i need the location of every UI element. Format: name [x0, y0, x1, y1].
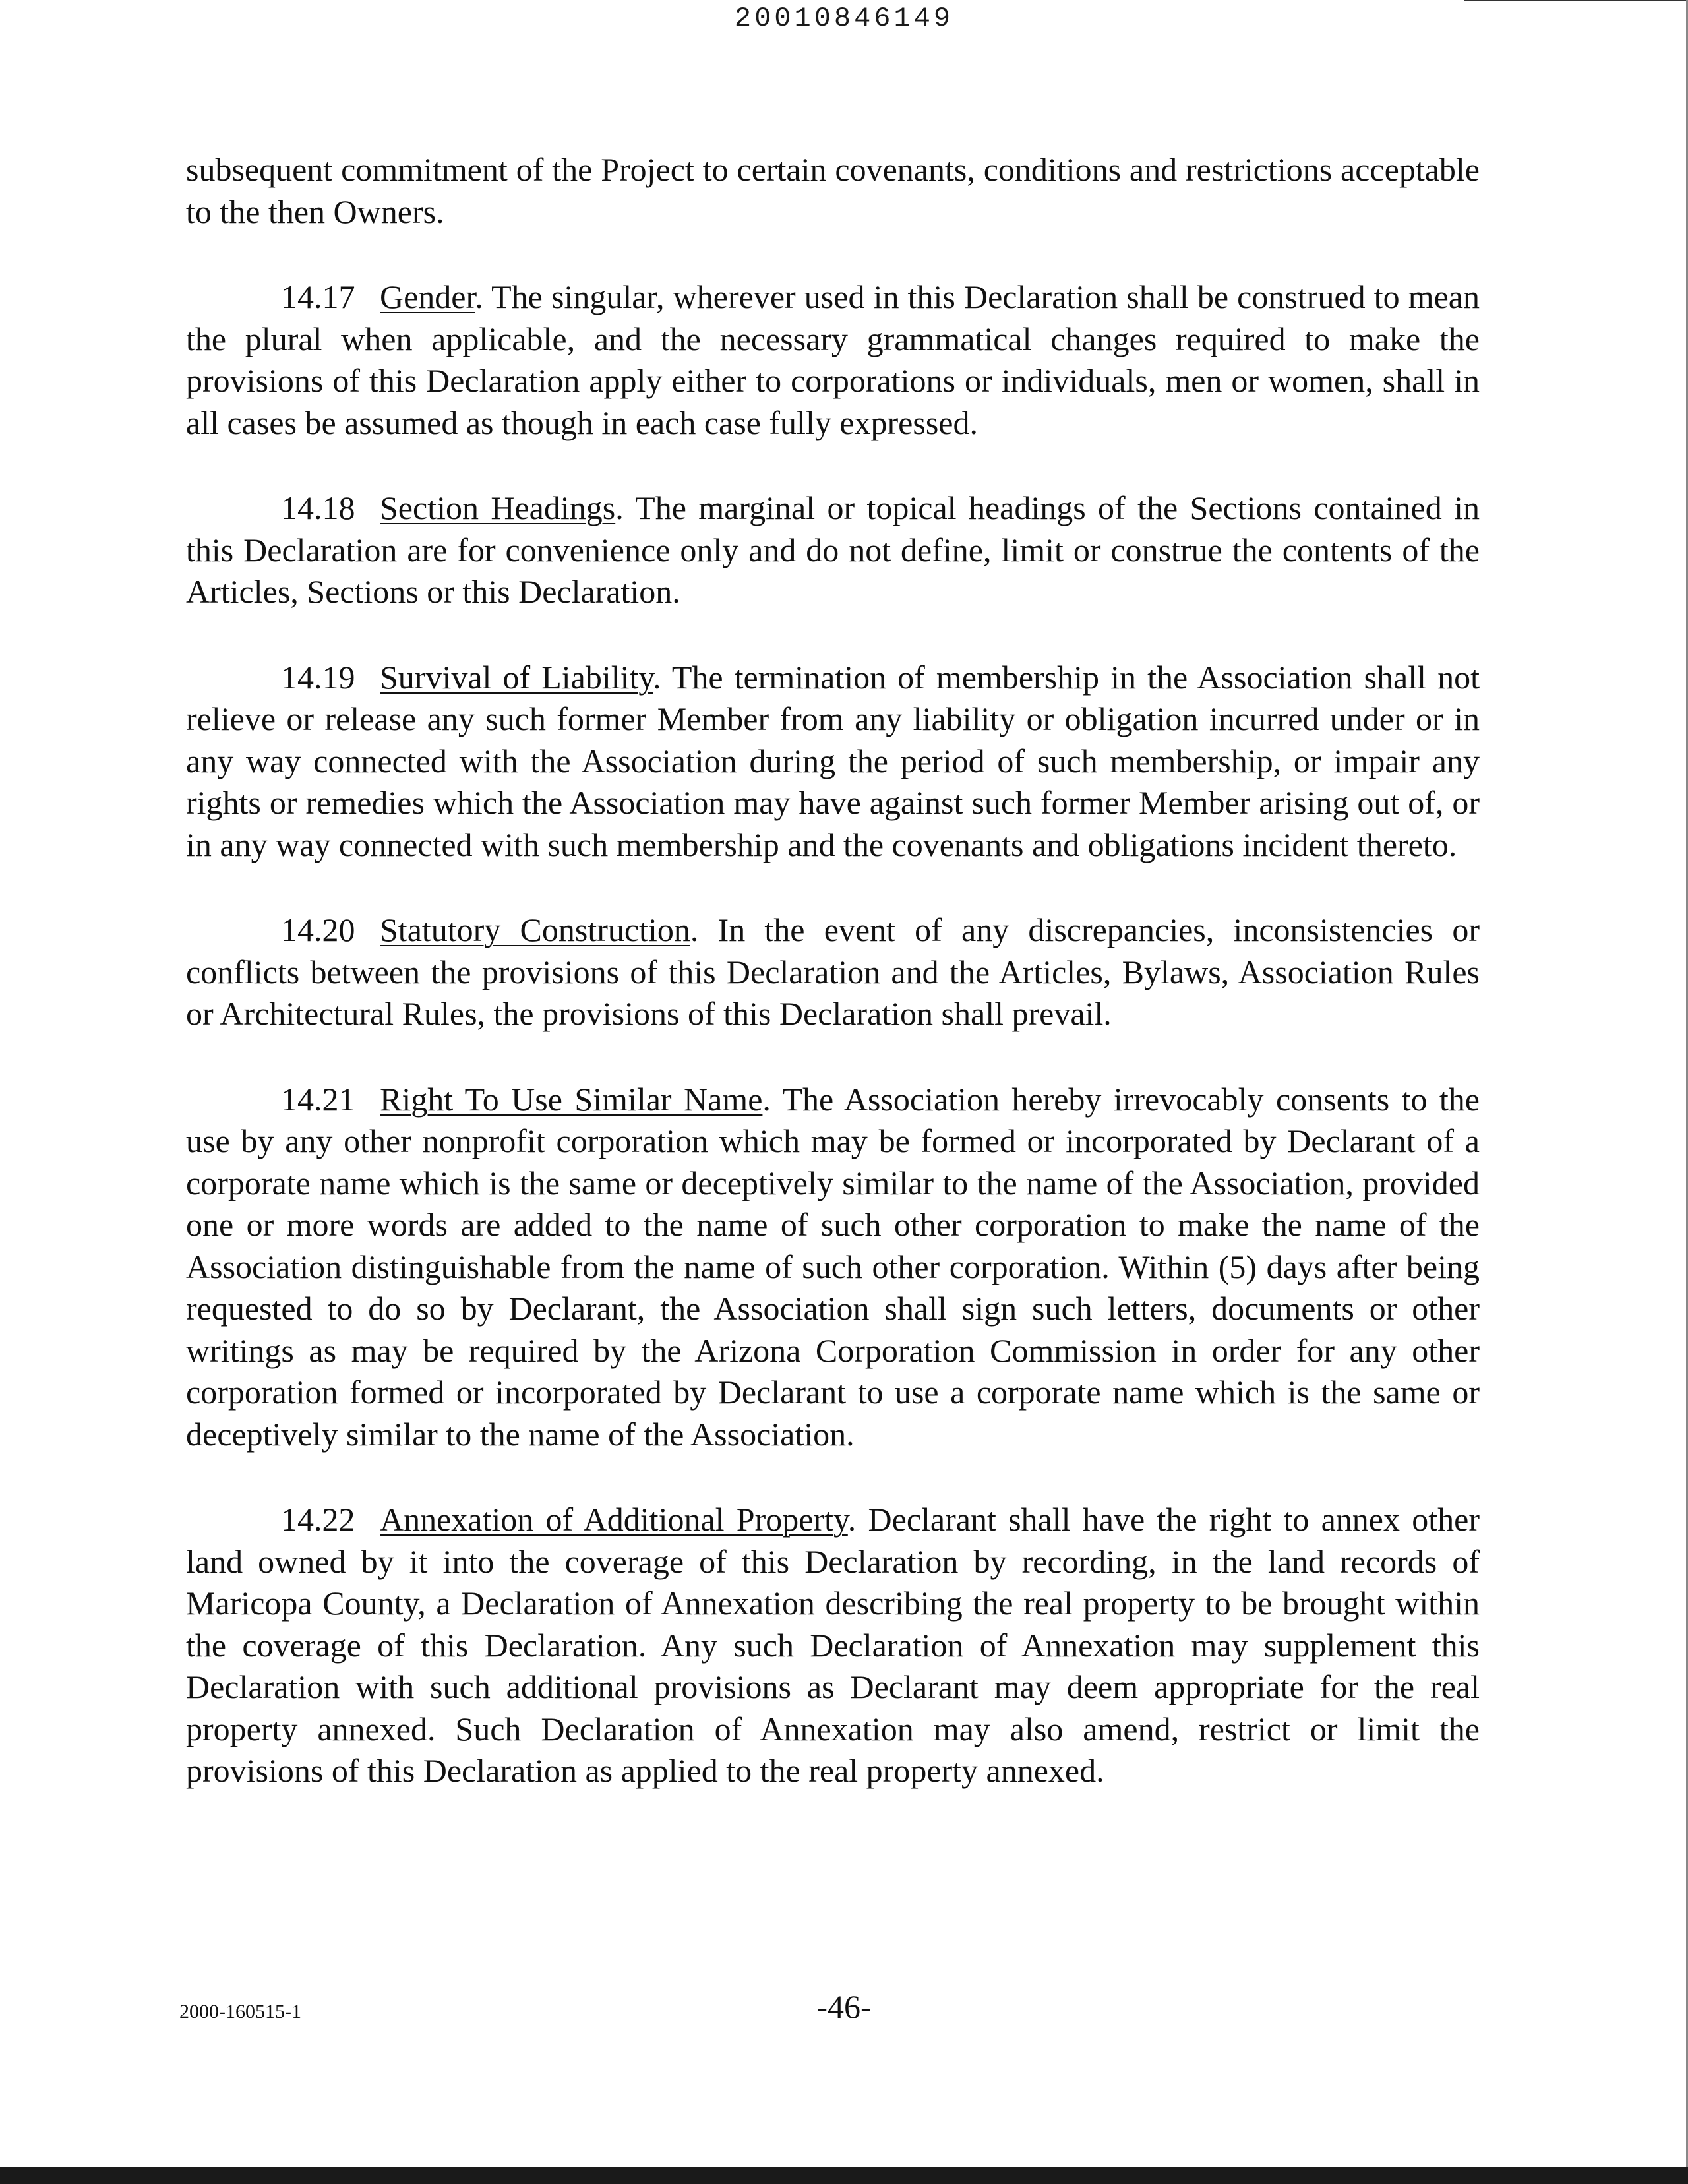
- section-14-21: [186, 1079, 1480, 1456]
- top-rule: [1464, 0, 1688, 1]
- section-text: . In the event of any discrepancies, inconsistencies or conflicts between the provisions of this Declaration and the Articles, Bylaws, Association Rules or Architectural Rules, the provisions of this Declaration shall prevail.: [186, 911, 1480, 1032]
- section-14-18: [186, 487, 1480, 613]
- document-body: [186, 149, 1480, 1836]
- section-text: . The termination of membership in the Association shall not relieve or release any such former Member from any liability or obligation incurred under or in any way connected with the Association during the period of such membership, or impair any rights or remedies which the Association may have against such former Member arising out of, or in any way connected with such membership and the covenants and obligations incident thereto.: [186, 658, 1480, 863]
- section-text: . Declarant shall have the right to annex other land owned by it into the coverage of this Declaration by recording, in the land records of Maricopa County, a Declaration of Annexation describing the real property to be brought within the coverage of this Declaration. Any such Declaration of Annexation may supplement this Declaration with such additional provisions as Declarant may deem appropriate for the real property annexed. Such Declaration of Annexation may also amend, restrict or limit the provisions of this Declaration as applied to the real property annexed.: [186, 1501, 1480, 1789]
- section-number: 14.21: [281, 1080, 355, 1118]
- section-number: 14.18: [281, 489, 355, 526]
- section-number: 14.17: [281, 278, 355, 315]
- section-heading: Survival of Liability: [380, 658, 653, 696]
- section-14-22: [186, 1499, 1480, 1792]
- section-14-20: [186, 909, 1480, 1035]
- section-14-19: [186, 657, 1480, 866]
- page-number: -46-: [816, 1988, 872, 2025]
- section-heading: Right To Use Similar Name: [380, 1080, 763, 1118]
- section-number: 14.20: [281, 911, 355, 948]
- section-text: . The singular, wherever used in this Declaration shall be construed to mean the plural when applicable, and the necessary grammatical changes required to make the provisions of this Declaration apply either to corporations or individuals, men or women, shall in all cases be assumed as though in each case fully expressed.: [186, 278, 1480, 441]
- section-number: 14.22: [281, 1501, 355, 1538]
- section-text: . The Association hereby irrevocably consents to the use by any other nonprofit corporation which may be formed or incorporated by Declarant of a corporate name which is the same or deceptively similar to the name of the Association, provided one or more words are added to the name of such other corporation to make the name of the Association distinguishable from the name of such other corporation. Within (5) days after being requested to do so by Declarant, the Association shall sign such letters, documents or other writings as may be required by the Arizona Corporation Commission in order for any other corporation formed or incorporated by Declarant to use a corporate name which is the same or deceptively similar to the name of the Association.: [186, 1080, 1480, 1453]
- intro-paragraph: subsequent commitment of the Project to certain covenants, conditions and restrictions acceptable to the then Owners.: [186, 151, 1480, 230]
- section-heading: Section Headings: [380, 489, 616, 526]
- section-14-17: [186, 276, 1480, 444]
- section-text: . The marginal or topical headings of the Sections contained in this Declaration are for convenience only and do not define, limit or construe the contents of the Articles, Sections or this Declaration.: [186, 489, 1480, 610]
- recording-number: 20010846149: [734, 3, 954, 34]
- document-code: 2000-160515-1: [179, 2001, 301, 2022]
- section-heading: Annexation of Additional Property: [380, 1501, 848, 1538]
- scan-bottom-border: [0, 2167, 1688, 2184]
- section-heading: Statutory Construction: [380, 911, 690, 948]
- section-heading: Gender: [380, 278, 475, 315]
- section-number: 14.19: [281, 658, 355, 696]
